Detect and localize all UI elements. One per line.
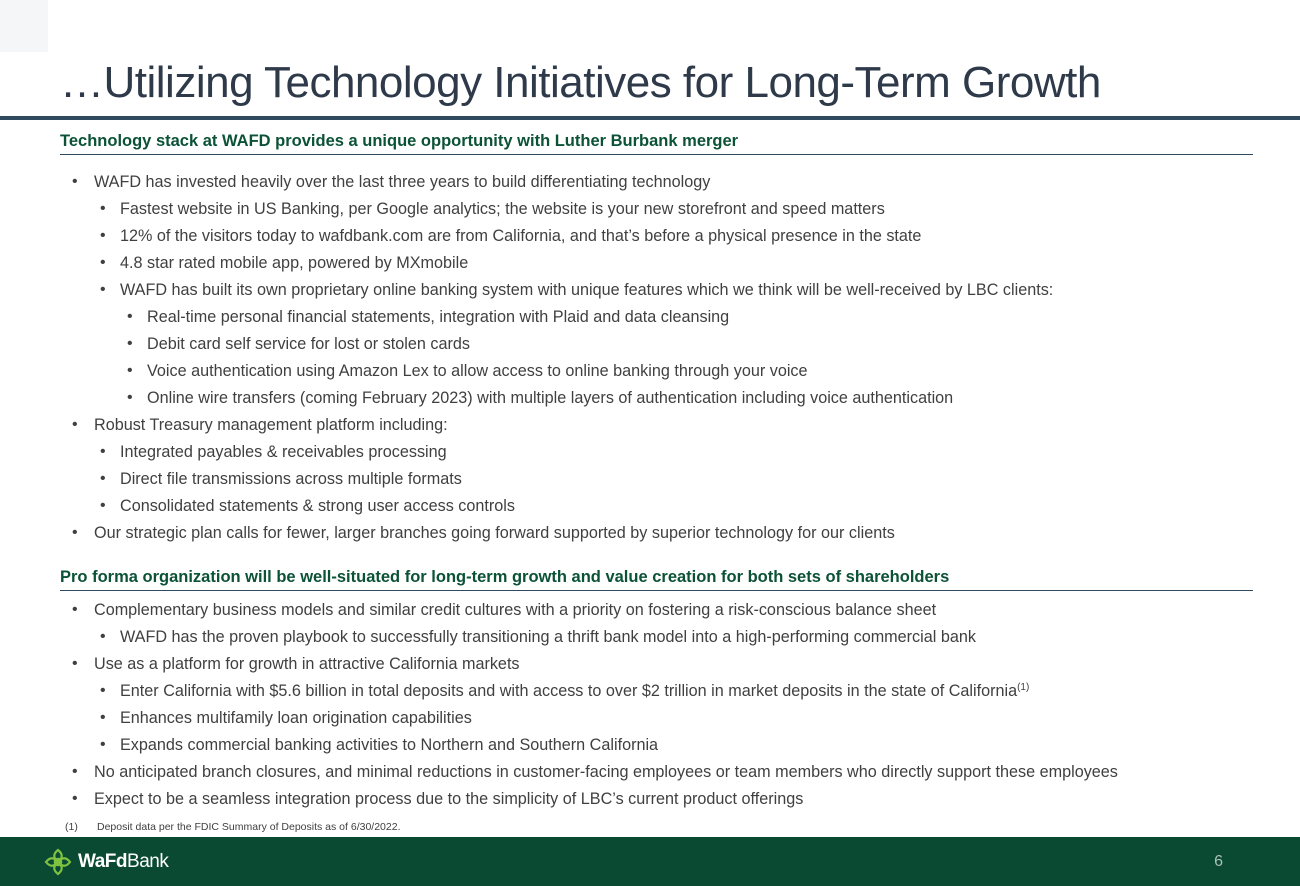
logo-wordmark: Bank xyxy=(127,851,169,872)
bullet-item: • Debit card self service for lost or stolen cards xyxy=(0,333,1300,360)
bullet-item: • Voice authentication using Amazon Lex to allow access to online banking through your voice xyxy=(0,360,1300,387)
footnote xyxy=(65,821,401,833)
bullet-item: • WAFD has the proven playbook to successfully transitioning a thrift bank model into a high-performing commercial bank xyxy=(0,626,1300,653)
slide-title: …Utilizing Technology Initiatives for Long-Term Growth xyxy=(60,58,1101,107)
bullet-item: • Real-time personal financial statements, integration with Plaid and data cleansing xyxy=(0,306,1300,333)
footnote-text: Deposit data per the FDIC Summary of Deposits as of 6/30/2022. xyxy=(97,821,401,833)
bullet-item: • Robust Treasury management platform including: xyxy=(0,414,1300,441)
bullet-item: • Expect to be a seamless integration process due to the simplicity of LBC’s current product offerings xyxy=(0,788,1300,815)
bullet-item: • Complementary business models and similar credit cultures with a priority on fostering a risk-conscious balance sheet xyxy=(0,599,1300,626)
footer-bar xyxy=(0,837,1300,886)
bullet-item: • WAFD has built its own proprietary online banking system with unique features which we think will be well-received by LBC clients: xyxy=(0,279,1300,306)
bullet-item-with-footnote xyxy=(0,680,1300,707)
technology-bullet-list xyxy=(0,171,1300,549)
wheat-emblem-icon xyxy=(44,848,72,876)
footnote-number: (1) xyxy=(65,821,78,833)
section-heading-pro-forma: Pro forma organization will be well-situated for long-term growth and value creation for both sets of shareholders xyxy=(60,568,1253,591)
bullet-item: • 4.8 star rated mobile app, powered by MXmobile xyxy=(0,252,1300,279)
footnote-reference: (1) xyxy=(1017,682,1030,693)
bullet-item: • No anticipated branch closures, and minimal reductions in customer-facing employees or team members who directly support these employees xyxy=(0,761,1300,788)
bullet-item: • Direct file transmissions across multiple formats xyxy=(0,468,1300,495)
section-heading-technology: Technology stack at WAFD provides a unique opportunity with Luther Burbank merger xyxy=(60,132,1253,155)
bullet-item: • Integrated payables & receivables processing xyxy=(0,441,1300,468)
wafd-bank-logo xyxy=(44,848,168,876)
bullet-item: • Fastest website in US Banking, per Google analytics; the website is your new storefront and speed matters xyxy=(0,198,1300,225)
bullet-item: • WAFD has invested heavily over the last three years to build differentiating technology xyxy=(0,171,1300,198)
bullet-item: • Consolidated statements & strong user access controls xyxy=(0,495,1300,522)
bullet-item: • Online wire transfers (coming February 2023) with multiple layers of authentication including voice authentication xyxy=(0,387,1300,414)
bullet-item: • 12% of the visitors today to wafdbank.com are from California, and that’s before a physical presence in the state xyxy=(0,225,1300,252)
bullet-item: • Use as a platform for growth in attractive California markets xyxy=(0,653,1300,680)
title-divider xyxy=(0,116,1300,120)
page-number: 6 xyxy=(1214,853,1223,870)
logo-wordmark-bold: WaFd xyxy=(78,851,128,872)
bullet-text: Enter California with $5.6 billion in total deposits and with access to over $2 trillion in market deposits in the state of California xyxy=(120,682,1018,700)
bullet-item: • Enhances multifamily loan origination capabilities xyxy=(0,707,1300,734)
bullet-item: • Expands commercial banking activities to Northern and Southern California xyxy=(0,734,1300,761)
bullet-item: • Our strategic plan calls for fewer, larger branches going forward supported by superior technology for our clients xyxy=(0,522,1300,549)
corner-decoration xyxy=(0,0,48,52)
pro-forma-bullet-list xyxy=(0,599,1300,815)
